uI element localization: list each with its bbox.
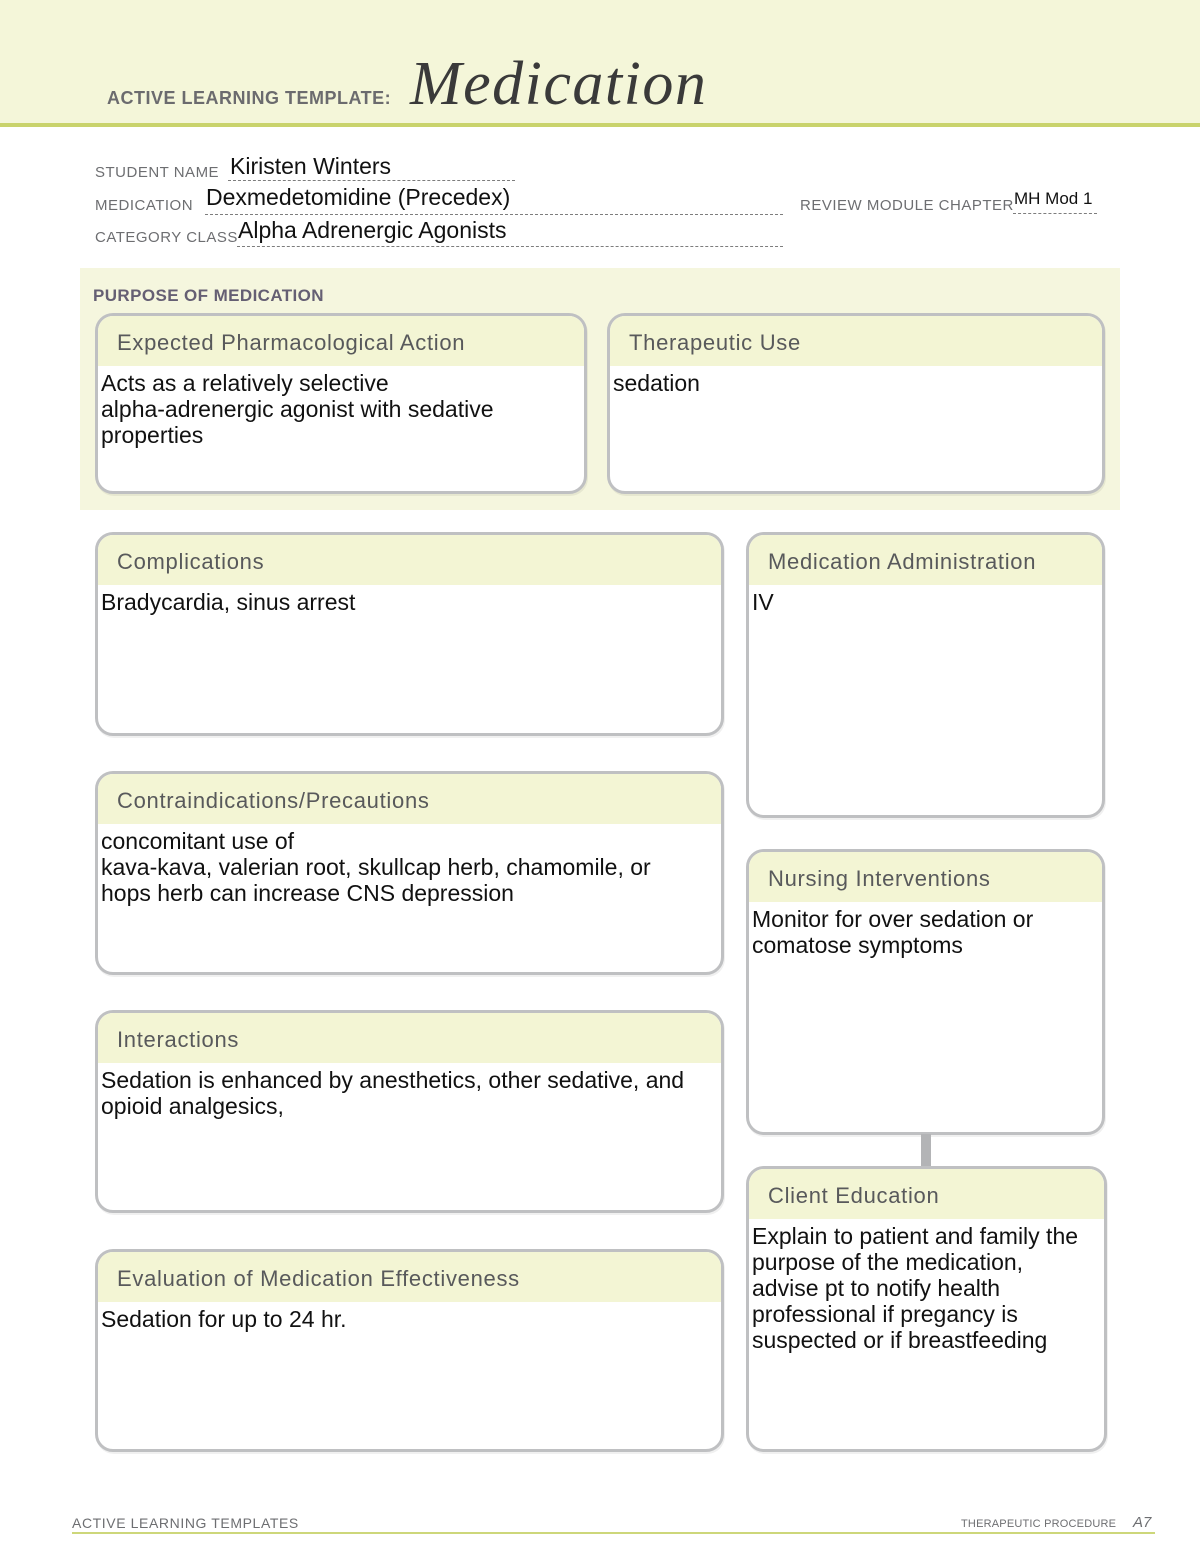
evaluation-card: [95, 1249, 724, 1452]
medication-administration-card: [746, 532, 1105, 818]
evaluation-title: Evaluation of Medication Effectiveness: [98, 1252, 721, 1302]
expected-action-title: Expected Pharmacological Action: [98, 316, 584, 366]
therapeutic-use-card: [607, 313, 1105, 494]
student-name-label: STUDENT NAME: [95, 164, 220, 181]
interactions-card: [95, 1010, 724, 1213]
contraindications-text[interactable]: concomitant use of kava-kava, valerian root, skullcap herb, chamomile, or hops herb can increase CNS depression: [101, 828, 651, 906]
student-name-value[interactable]: Kiristen Winters: [230, 153, 392, 179]
expected-action-card: [95, 313, 587, 494]
complications-card: [95, 532, 724, 736]
therapeutic-use-title: Therapeutic Use: [610, 316, 1102, 366]
student-name-underline: [228, 180, 515, 181]
review-module-chapter-underline: [1013, 213, 1097, 214]
footer-accent-line: [72, 1532, 1155, 1534]
medication-underline: [205, 214, 783, 215]
client-education-title: Client Education: [749, 1169, 1104, 1219]
footer-title: ACTIVE LEARNING TEMPLATES: [72, 1515, 299, 1531]
category-class-label: CATEGORY CLASS: [95, 229, 238, 246]
evaluation-text[interactable]: Sedation for up to 24 hr.: [101, 1306, 347, 1332]
medication-administration-text[interactable]: IV: [752, 589, 774, 615]
medication-value[interactable]: Dexmedetomidine (Precedex): [206, 184, 511, 210]
interactions-title: Interactions: [98, 1013, 721, 1063]
complications-title: Complications: [98, 535, 721, 585]
template-label: ACTIVE LEARNING TEMPLATE:: [107, 88, 392, 108]
footer-page-number: A7: [1133, 1514, 1152, 1531]
contraindications-title: Contraindications/Precautions: [98, 774, 721, 824]
footer-category: THERAPEUTIC PROCEDURE: [961, 1518, 1117, 1530]
nursing-interventions-title: Nursing Interventions: [749, 852, 1102, 902]
medication-label: MEDICATION: [95, 197, 194, 214]
expected-action-text[interactable]: Acts as a relatively selective alpha-adrenergic agonist with sedative properties: [101, 370, 494, 448]
nursing-interventions-text[interactable]: Monitor for over sedation or comatose symptoms: [752, 906, 1034, 958]
review-module-chapter-value[interactable]: MH Mod 1: [1014, 189, 1093, 208]
client-education-card: [746, 1166, 1107, 1452]
client-education-text[interactable]: Explain to patient and family the purpose of the medication, advise pt to notify health professional if pregancy is suspected or if breastfeeding: [752, 1223, 1079, 1353]
complications-text[interactable]: Bradycardia, sinus arrest: [101, 589, 356, 615]
interactions-text[interactable]: Sedation is enhanced by anesthetics, other sedative, and opioid analgesics,: [101, 1067, 685, 1119]
contraindications-card: [95, 771, 724, 975]
template-title: Medication: [410, 50, 708, 118]
nursing-interventions-card: [746, 849, 1105, 1135]
header-accent-line: [0, 123, 1200, 127]
nursing-education-connector: [921, 1134, 931, 1167]
medication-administration-title: Medication Administration: [749, 535, 1102, 585]
category-class-underline: [237, 246, 783, 247]
therapeutic-use-text[interactable]: sedation: [613, 370, 700, 396]
category-class-value[interactable]: Alpha Adrenergic Agonists: [238, 217, 507, 243]
purpose-heading: PURPOSE OF MEDICATION: [93, 286, 324, 305]
review-module-chapter-label: REVIEW MODULE CHAPTER: [800, 197, 1014, 214]
